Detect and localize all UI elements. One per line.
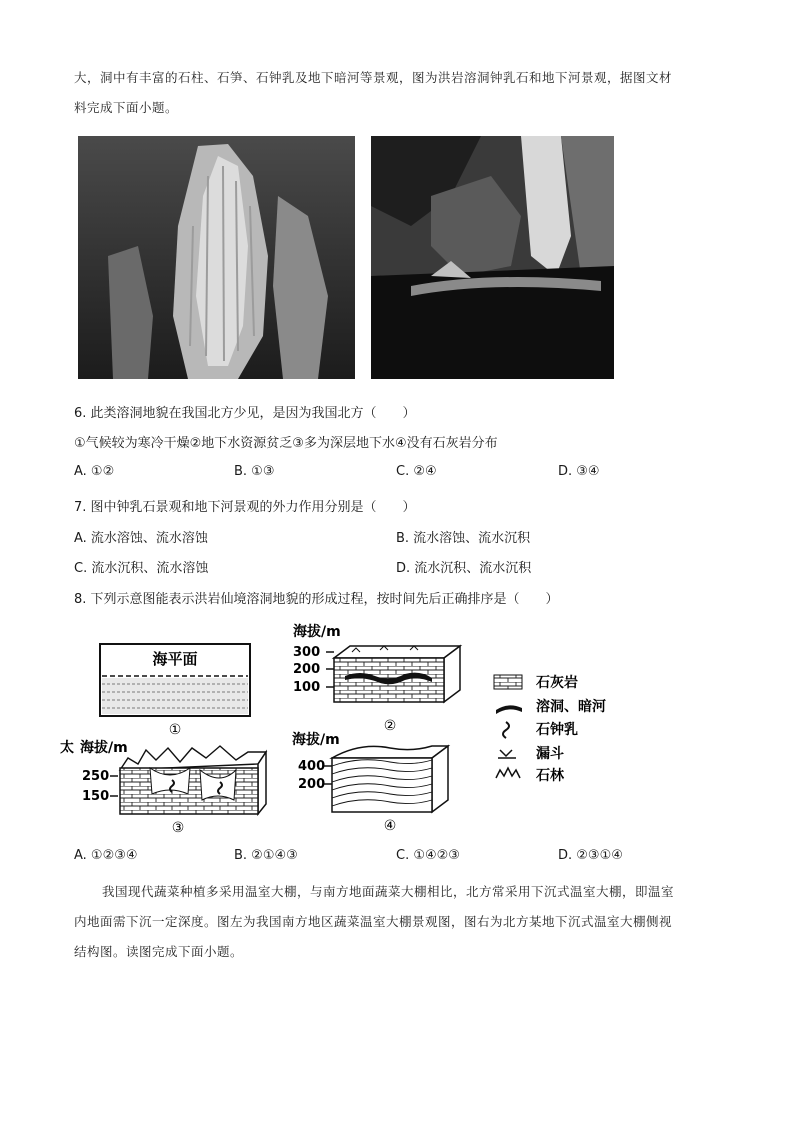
q8-option-b[interactable]: B. ②①④③ [234,848,298,863]
stalactite-photo [78,136,355,379]
underground-river-photo [371,136,614,379]
q8-option-c[interactable]: C. ①④②③ [396,848,460,863]
panel-3-number: ③ [171,820,185,836]
panel-3-axis-label: 海拔/m [80,740,128,756]
q8-option-d[interactable]: D. ②③①④ [558,848,623,863]
sea-level-label: 海平面 [152,650,198,668]
legend-stalactite: 石钟乳 [536,722,578,738]
q6-option-a[interactable]: A. ①② [74,464,115,479]
q6-statements: ①气候较为寒冷干燥②地下水资源贫乏③多为深层地下水④没有石灰岩分布 [74,436,498,451]
q7-stem: 7. 图中钟乳石景观和地下河景观的外力作用分别是（ ） [74,500,416,515]
panel-4 [292,731,448,834]
legend-stone-forest: 石林 [536,768,564,784]
outro-line-2: 内地面需下沉一定深度。图左为我国南方地区蔬菜温室大棚景观图，图右为北方某地下沉式温室大棚侧视 [74,914,673,929]
legend-sinkhole: 漏斗 [536,746,564,762]
panel-2 [293,623,460,734]
q8-stem: 8. 下列示意图能表示洪岩仙境溶洞地貌的形成过程，按时间先后正确排序是（ ） [74,592,559,607]
intro-line-1: 大，洞中有丰富的石柱、石笋、石钟乳及地下暗河等景观，图为洪岩溶洞钟乳石和地下河景观，据图文材 [74,70,673,85]
q8-option-a[interactable]: A. ①②③④ [74,848,138,863]
q6-option-b[interactable]: B. ①③ [234,464,275,479]
panel-1-number: ① [168,722,182,738]
legend [494,674,606,784]
q6-stem: 6. 此类溶洞地貌在我国北方少见，是因为我国北方（ ） [74,406,416,421]
q6-option-d[interactable]: D. ③④ [558,464,600,479]
legend-cave-river: 溶洞、暗河 [536,699,606,715]
intro-line-2: 料完成下面小题。 [74,100,179,115]
karst-formation-diagram [60,618,640,838]
outro-line-1: 我国现代蔬菜种植多采用温室大棚，与南方地面蔬菜大棚相比，北方常采用下沉式温室大棚，即温室 [102,884,675,899]
q7-option-b[interactable]: B. 流水溶蚀、流水沉积 [396,531,531,546]
panel-1 [100,644,250,738]
q6-option-c[interactable]: C. ②④ [396,464,437,479]
panel-2-tick-200: 200 [293,662,321,677]
left-margin-mark: 太 [60,740,74,756]
panel-3-tick-150: 150 [82,789,110,804]
legend-limestone: 石灰岩 [536,675,578,691]
panel-2-axis-label: 海拔/m [293,624,341,640]
panel-2-tick-300: 300 [293,645,321,660]
q7-option-d[interactable]: D. 流水沉积、流水沉积 [396,561,532,576]
outro-line-3: 结构图。读图完成下面小题。 [74,944,244,959]
panel-4-tick-400: 400 [298,759,326,774]
panel-3 [60,739,266,836]
panel-2-tick-100: 100 [293,680,321,695]
panel-4-tick-200: 200 [298,777,326,792]
panel-2-number: ② [383,718,397,734]
panel-4-axis-label: 海拔/m [292,732,340,748]
q7-option-a[interactable]: A. 流水溶蚀、流水溶蚀 [74,531,208,546]
q7-option-c[interactable]: C. 流水沉积、流水溶蚀 [74,561,209,576]
panel-4-number: ④ [383,818,397,834]
panel-3-tick-250: 250 [82,769,110,784]
